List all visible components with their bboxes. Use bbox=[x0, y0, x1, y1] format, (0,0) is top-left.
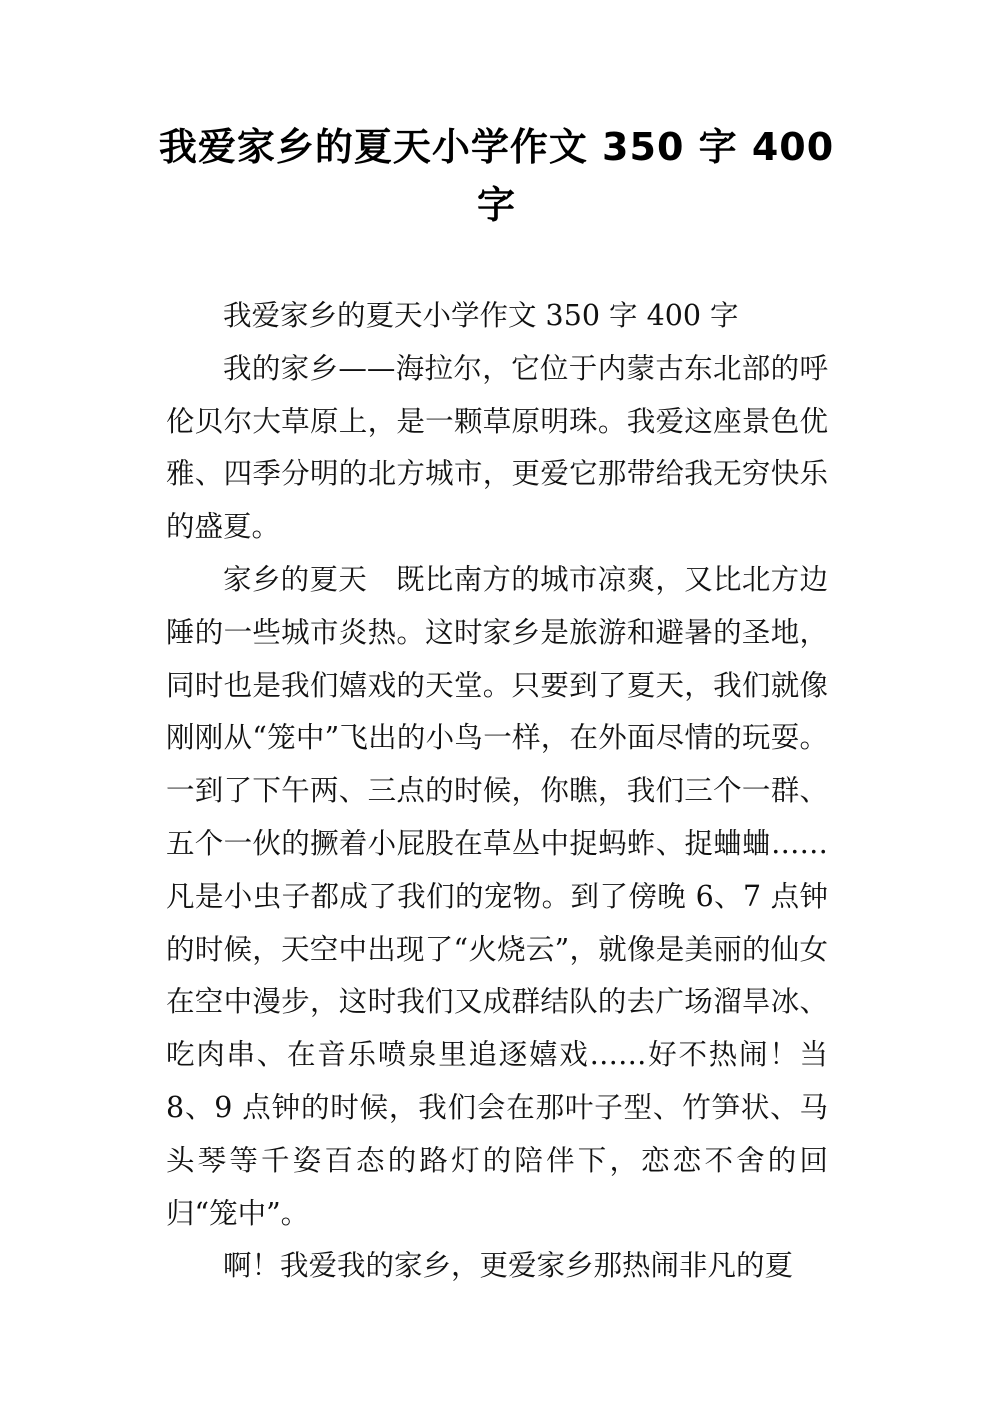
document-body bbox=[166, 290, 857, 1293]
paragraph-summer: 家乡的夏天 既比南方的城市凉爽，又比北方边陲的一些城市炎热。这时家乡是旅游和避暑的圣地，同时也是我们嬉戏的天堂。只要到了夏天，我们就像刚刚从“笼中”飞出的小鸟一样，在外面尽情的玩耍。一到了下午两、三点的时候，你瞧，我们三个一群、五个一伙的撅着小屁股在草丛中捉蚂蚱、捉蛐蛐…… 凡是小虫子都成了我们的宠物。到了傍晚 6、7 点钟的时候，天空中出现了“火烧云”，就像是美丽的仙女在空中漫步，这时我们又成群结队的去广场溜旱冰、吃肉串、在音乐喷泉里追逐嬉戏……好不热闹！当 8、9 点钟的时候，我们会在那叶子型、竹笋状、马头琴等千姿百态的路灯的陪伴下，恋恋不舍的回归“笼中”。 bbox=[166, 562, 857, 1230]
paragraph-intro: 我的家乡——海拉尔，它位于内蒙古东北部的呼伦贝尔大草原上，是一颗草原明珠。我爱这座景色优雅、四季分明的北方城市，更爱它那带给我无穷快乐的盛夏。 bbox=[166, 351, 828, 544]
paragraph-conclusion: 啊！我爱我的家乡，更爱家乡那热闹非凡的夏 bbox=[223, 1249, 794, 1283]
document-title: 我爱家乡的夏天小学作文 350 字 400 字 bbox=[158, 125, 835, 227]
paragraph-heading-repeat: 我爱家乡的夏天小学作文 350 字 400 字 bbox=[223, 299, 739, 332]
